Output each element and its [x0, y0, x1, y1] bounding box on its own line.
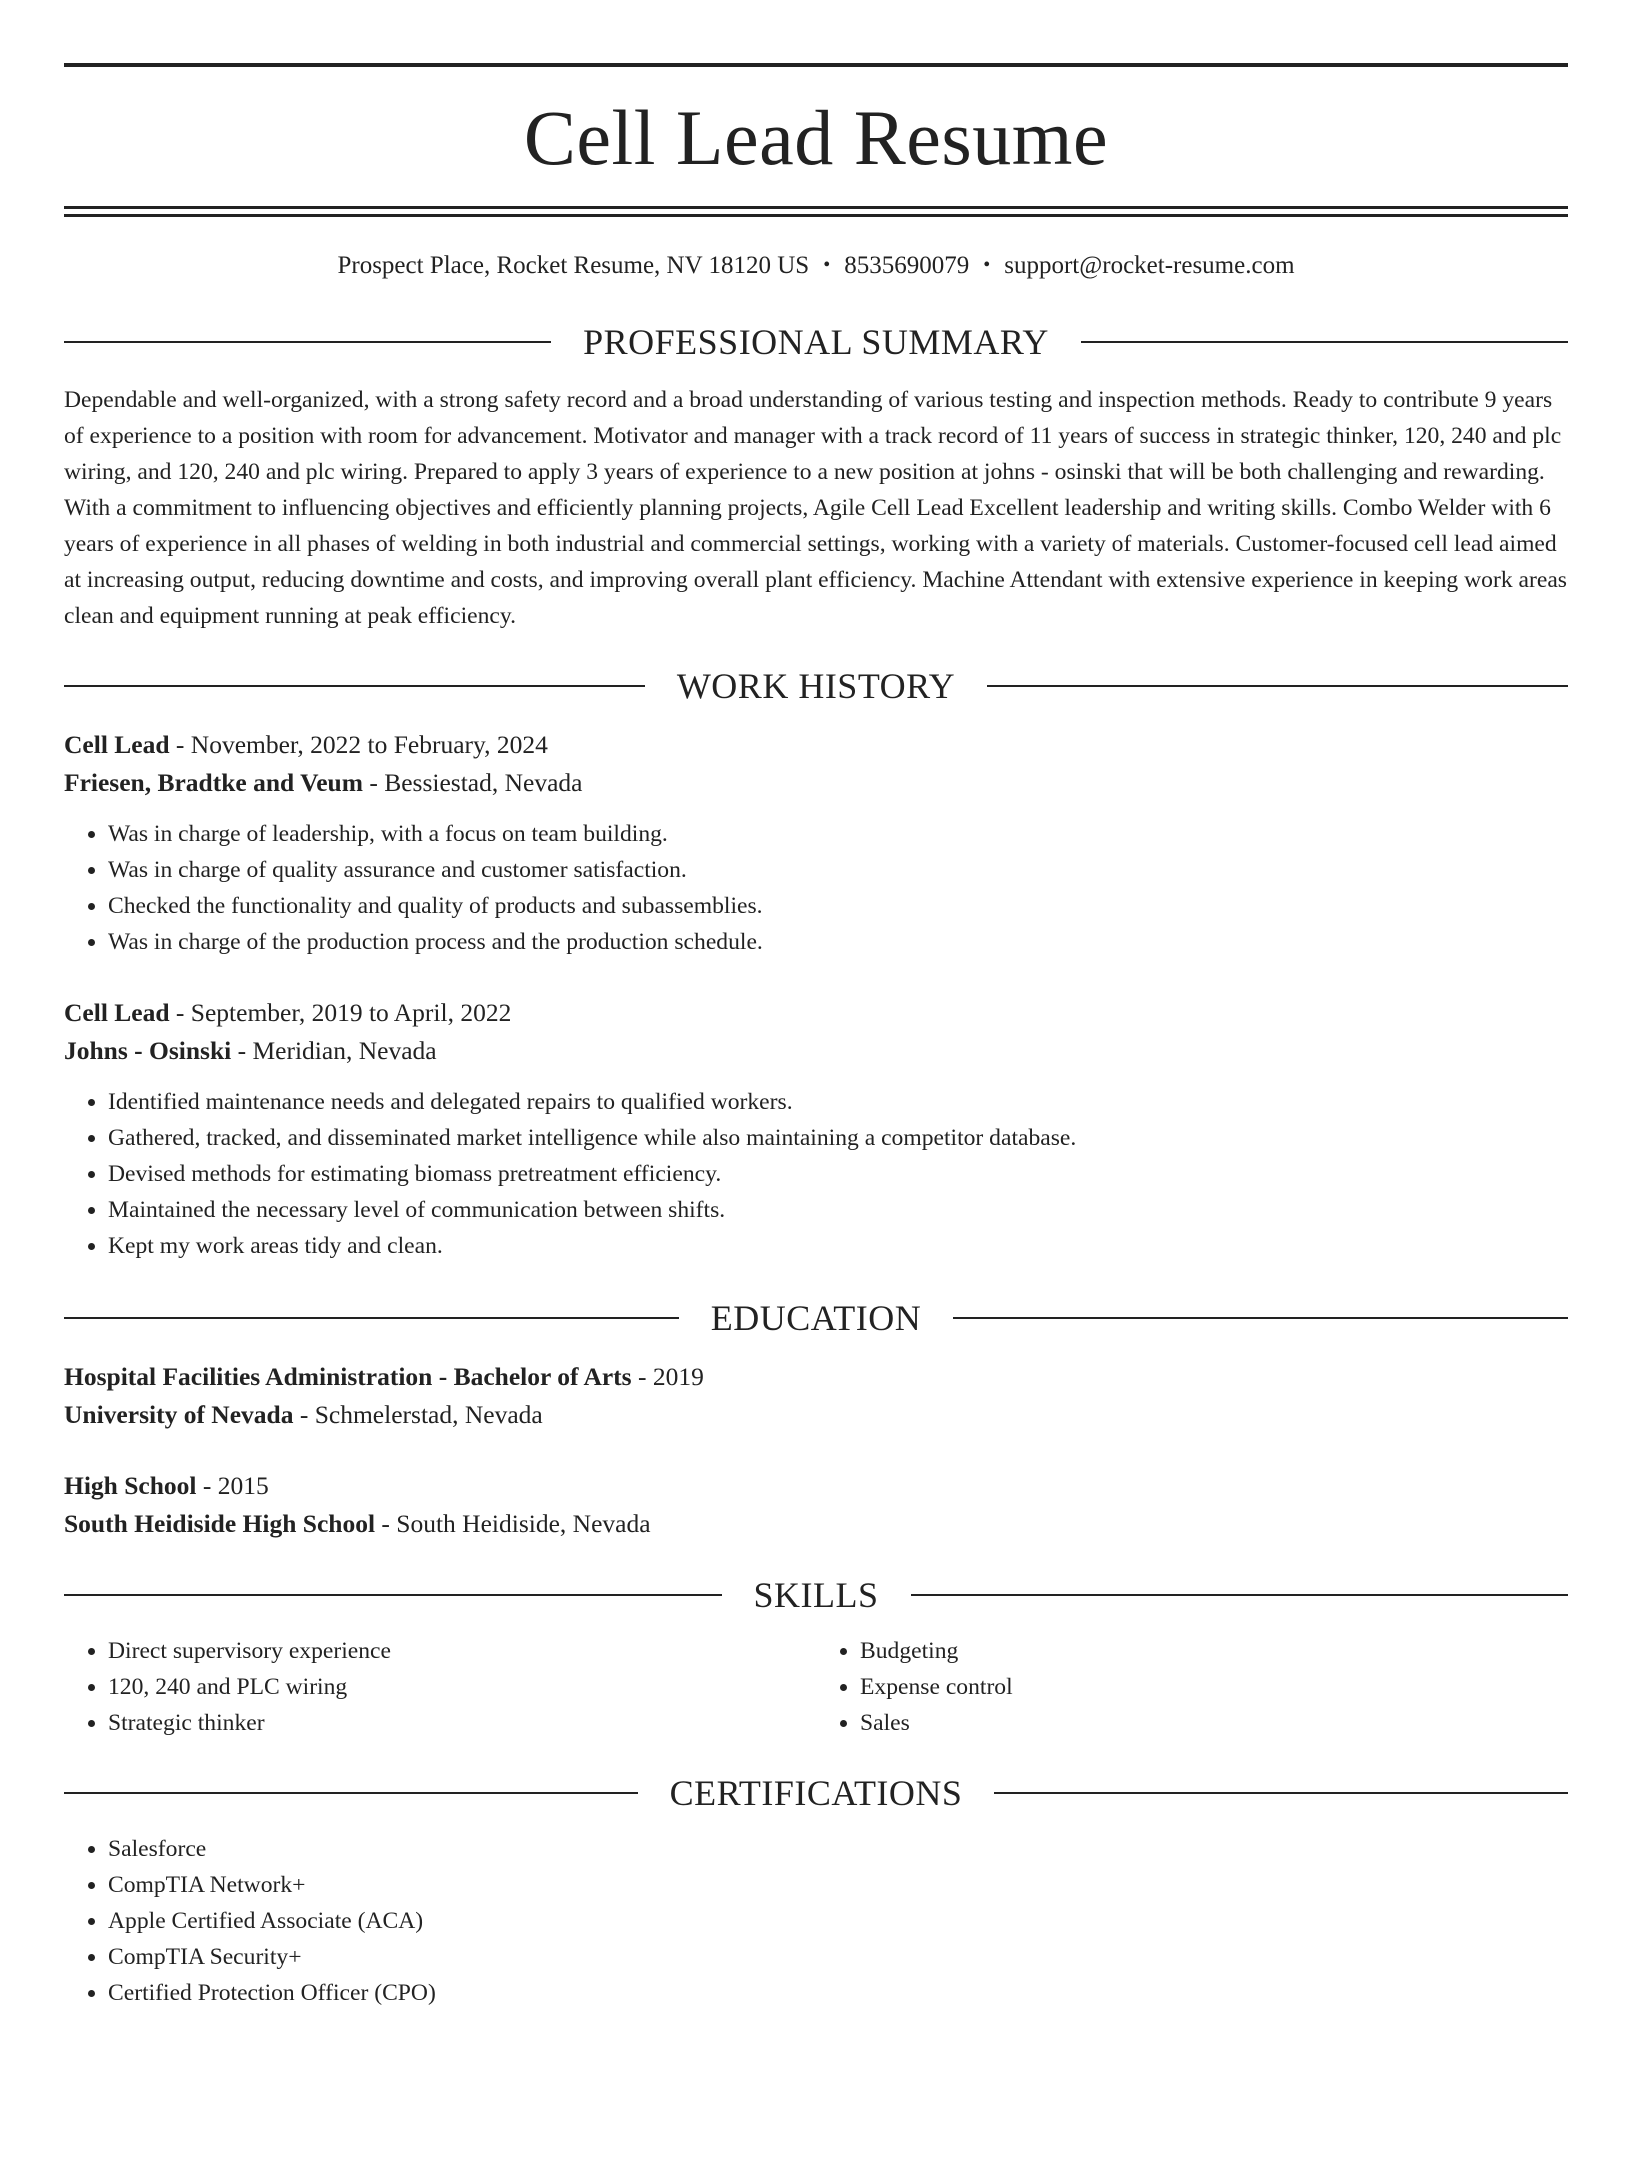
section-header-skills	[64, 1577, 1568, 1613]
section-rule	[911, 1594, 1569, 1596]
section-rule	[994, 1792, 1568, 1794]
section-header-certifications	[64, 1775, 1568, 1811]
section-header-work	[64, 668, 1568, 704]
education-entry	[64, 1358, 1568, 1434]
list-item: • Kept my work areas tidy and clean.	[108, 1228, 1568, 1264]
resume-page	[0, 63, 1632, 2175]
top-rule	[64, 63, 1568, 67]
education-school: University of Nevada	[64, 1400, 294, 1429]
skills-columns	[64, 1633, 1568, 1741]
job-title: Cell Lead	[64, 998, 170, 1027]
contact-email: support@rocket-resume.com	[1004, 252, 1295, 279]
job-location: - Meridian, Nevada	[231, 1036, 437, 1065]
summary-text: Dependable and well-organized, with a strong safety record and a broad understanding of various testing and inspection methods. Ready to contribute 9 years of experience to a position with room for advancement. Motivator and manager with a track record of 11 years of success in strategic thinker, 120, 240 and plc wiring, and 120, 240 and plc wiring. Prepared to apply 3 years of experience to a new position at johns - osinski that will be both challenging and rewarding. With a commitment to influencing objectives and efficiently planning projects, Agile Cell Lead Excellent leadership and writing skills. Combo Welder with 6 years of experience in all phases of welding in both industrial and commercial settings, working with a variety of materials. Customer-focused cell lead aimed at increasing output, reducing downtime and costs, and improving overall plant efficiency. Machine Attendant with extensive experience in keeping work areas clean and equipment running at peak efficiency.	[64, 387, 1567, 629]
title-double-rule	[64, 206, 1568, 217]
section-title-education: EDUCATION	[710, 1298, 922, 1338]
certifications-list	[64, 1831, 1568, 2011]
job-bullets	[64, 1084, 1568, 1264]
job-dates: - September, 2019 to April, 2022	[169, 998, 512, 1027]
section-rule	[64, 1317, 679, 1319]
education-degree: Hospital Facilities Administration - Bachelor of Arts	[64, 1362, 632, 1391]
education-year: - 2015	[196, 1471, 269, 1500]
list-item: • 120, 240 and PLC wiring	[108, 1669, 816, 1705]
education-school-line	[64, 1505, 1568, 1543]
job-title-line	[64, 994, 1568, 1032]
list-item: • Sales	[860, 1705, 1568, 1741]
list-item: • Expense control	[860, 1669, 1568, 1705]
list-item: • Devised methods for estimating biomass pretreatment efficiency.	[108, 1156, 1568, 1192]
job-company: Friesen, Bradtke and Veum	[64, 768, 363, 797]
job-bullets	[64, 816, 1568, 960]
skills-list-left	[64, 1633, 816, 1741]
list-item: • Checked the functionality and quality of products and subassemblies.	[108, 888, 1568, 924]
contact-address: Prospect Place, Rocket Resume, NV 18120 US	[337, 252, 810, 279]
education-school-line	[64, 1396, 1568, 1434]
section-rule	[953, 1317, 1568, 1319]
list-item: • Direct supervisory experience	[108, 1633, 816, 1669]
education-degree: High School	[64, 1471, 197, 1500]
education-entry	[64, 1467, 1568, 1543]
section-rule	[987, 685, 1568, 687]
contact-line	[64, 253, 1568, 278]
list-item: • Strategic thinker	[108, 1705, 816, 1741]
job-company-line	[64, 1032, 1568, 1070]
education-location: - South Heidiside, Nevada	[375, 1509, 651, 1538]
list-item: • Was in charge of quality assurance and customer satisfaction.	[108, 852, 1568, 888]
skills-list-right	[816, 1633, 1568, 1741]
contact-separator: •	[823, 254, 831, 276]
section-rule	[64, 685, 645, 687]
list-item: • CompTIA Network+	[108, 1867, 1568, 1903]
section-title-work: WORK HISTORY	[676, 666, 956, 706]
job-entry	[64, 994, 1568, 1264]
list-item: • Certified Protection Officer (CPO)	[108, 1975, 1568, 2011]
job-company: Johns - Osinski	[64, 1036, 232, 1065]
section-title-summary: PROFESSIONAL SUMMARY	[583, 322, 1049, 362]
section-rule	[1081, 341, 1568, 343]
list-item: • Identified maintenance needs and delegated repairs to qualified workers.	[108, 1084, 1568, 1120]
education-degree-line	[64, 1358, 1568, 1396]
section-header-summary	[64, 324, 1568, 360]
list-item: • Budgeting	[860, 1633, 1568, 1669]
list-item: • Salesforce	[108, 1831, 1568, 1867]
list-item: • Was in charge of the production process and the production schedule.	[108, 924, 1568, 960]
section-title-certifications: CERTIFICATIONS	[669, 1773, 963, 1813]
list-item: • Was in charge of leadership, with a focus on team building.	[108, 816, 1568, 852]
job-company-line	[64, 764, 1568, 802]
job-location: - Bessiestad, Nevada	[362, 768, 583, 797]
job-dates: - November, 2022 to February, 2024	[169, 730, 548, 759]
section-rule	[64, 1594, 722, 1596]
education-location: - Schmelerstad, Nevada	[293, 1400, 543, 1429]
section-rule	[64, 1792, 638, 1794]
section-title-skills: SKILLS	[753, 1575, 879, 1615]
job-title-line	[64, 726, 1568, 764]
resume-title: Cell Lead Resume	[523, 94, 1109, 181]
section-header-education	[64, 1300, 1568, 1336]
contact-separator: •	[983, 254, 991, 276]
contact-phone: 8535690079	[844, 252, 970, 279]
list-item: • Gathered, tracked, and disseminated market intelligence while also maintaining a competitor database.	[108, 1120, 1568, 1156]
education-year: - 2019	[631, 1362, 704, 1391]
list-item: • CompTIA Security+	[108, 1939, 1568, 1975]
education-degree-line	[64, 1467, 1568, 1505]
job-title: Cell Lead	[64, 730, 170, 759]
list-item: • Maintained the necessary level of communication between shifts.	[108, 1192, 1568, 1228]
job-entry	[64, 726, 1568, 960]
list-item: • Apple Certified Associate (ACA)	[108, 1903, 1568, 1939]
education-school: South Heidiside High School	[64, 1509, 376, 1538]
section-rule	[64, 341, 551, 343]
